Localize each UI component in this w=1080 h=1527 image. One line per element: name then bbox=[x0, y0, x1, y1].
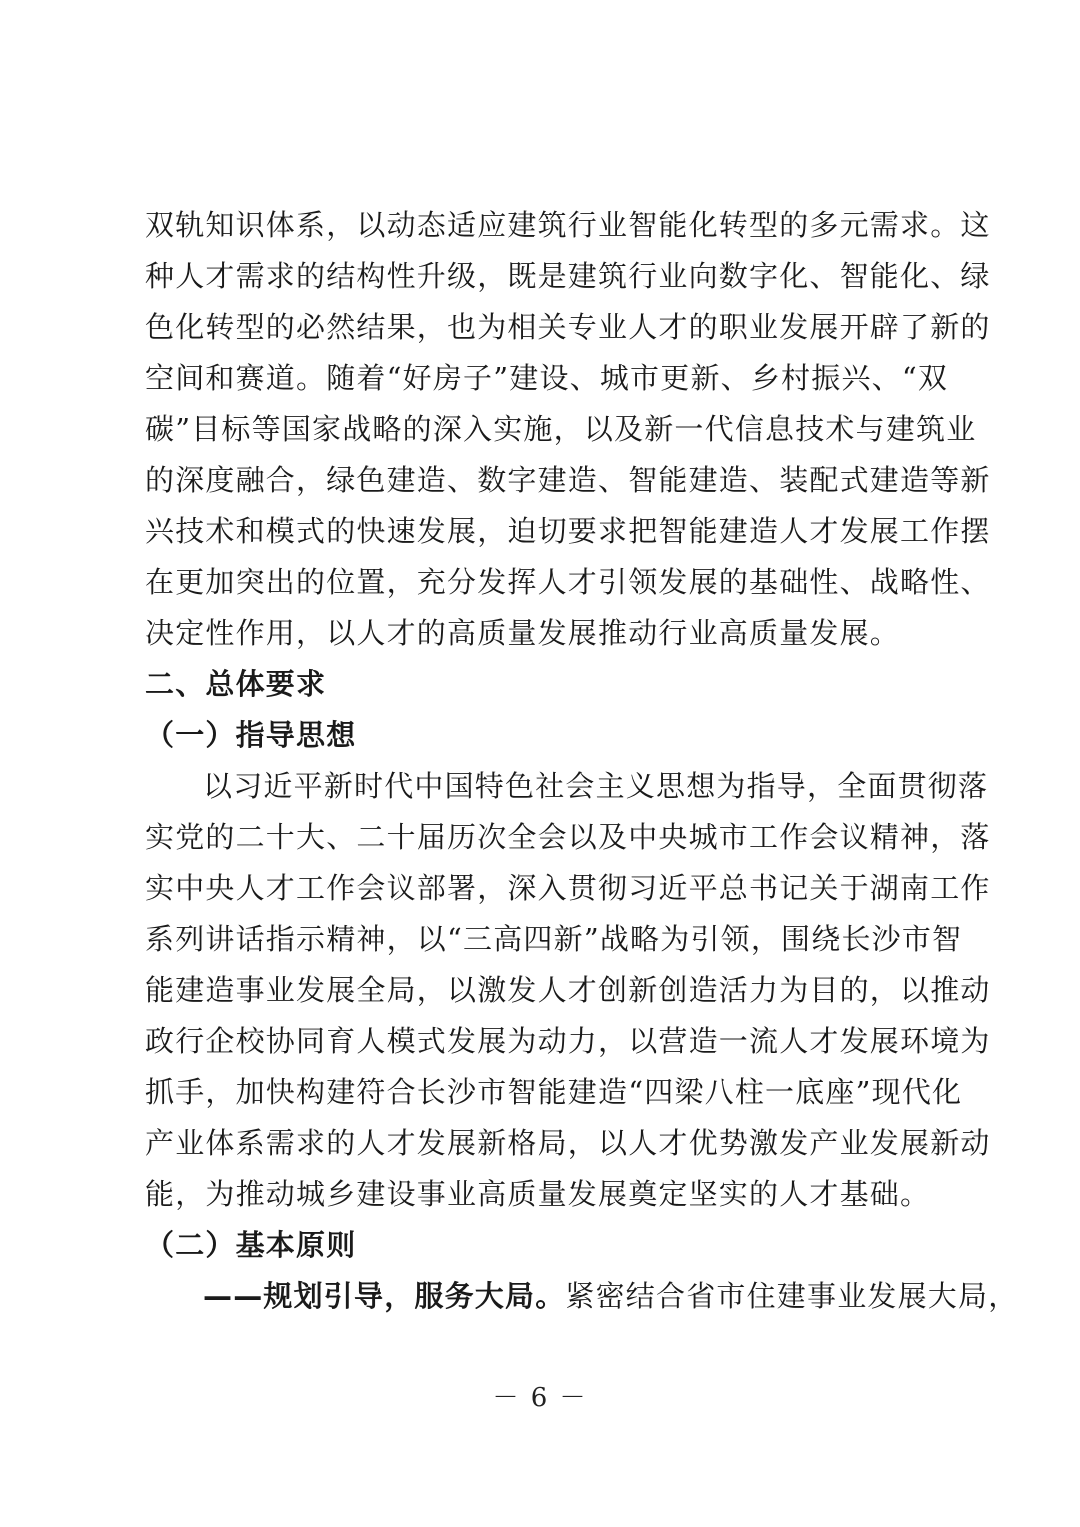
paragraph-line: 色化转型的必然结果，也为相关专业人才的职业发展开辟了新的 bbox=[145, 310, 991, 344]
paragraph-line: 在更加突出的位置，充分发挥人才引领发展的基础性、战略性、 bbox=[145, 565, 991, 599]
paragraph-talent-demand bbox=[145, 200, 991, 659]
paragraph-line: 以习近平新时代中国特色社会主义思想为指导，全面贯彻落 bbox=[203, 769, 989, 803]
paragraph-guiding-ideology bbox=[145, 761, 991, 1220]
paragraph-line: 决定性作用，以人才的高质量发展推动行业高质量发展。 bbox=[145, 616, 901, 650]
paragraph-line: 的深度融合，绿色建造、数字建造、智能建造、装配式建造等新 bbox=[145, 463, 991, 497]
principle-lead: ——规划引导，服务大局。 bbox=[203, 1279, 566, 1313]
paragraph-line: 空间和赛道。随着“好房子”建设、城市更新、乡村振兴、“双 bbox=[145, 361, 949, 395]
paragraph-line: 兴技术和模式的快速发展，迫切要求把智能建造人才发展工作摆 bbox=[145, 514, 991, 548]
paragraph-line: 能建造事业发展全局，以激发人才创新创造活力为目的，以推动 bbox=[145, 973, 991, 1007]
principle-line bbox=[145, 1271, 1019, 1322]
principle-text: 紧密结合省市住建事业发展大局， bbox=[565, 1279, 1019, 1313]
paragraph-line: 种人才需求的结构性升级，既是建筑行业向数字化、智能化、绿 bbox=[145, 259, 991, 293]
paragraph-line: 产业体系需求的人才发展新格局，以人才优势激发产业发展新动 bbox=[145, 1126, 991, 1160]
document-body bbox=[145, 200, 1019, 1322]
paragraph-line: 碳”目标等国家战略的深入实施，以及新一代信息技术与建筑业 bbox=[145, 412, 977, 446]
paragraph-line: 政行企校协同育人模式发展为动力，以营造一流人才发展环境为 bbox=[145, 1024, 991, 1058]
paragraph-line: 能，为推动城乡建设事业高质量发展奠定坚实的人才基础。 bbox=[145, 1177, 931, 1211]
section-heading-overall-requirements: 二、总体要求 bbox=[145, 667, 327, 701]
subsection-heading-basic-principles: （二）基本原则 bbox=[145, 1228, 357, 1262]
paragraph-line: 双轨知识体系，以动态适应建筑行业智能化转型的多元需求。这 bbox=[145, 208, 991, 242]
paragraph-line: 实中央人才工作会议部署，深入贯彻习近平总书记关于湖南工作 bbox=[145, 871, 991, 905]
paragraph-line: 抓手，加快构建符合长沙市智能建造“四梁八柱一底座”现代化 bbox=[145, 1075, 963, 1109]
paragraph-line: 系列讲话指示精神，以“三高四新”战略为引领，围绕长沙市智 bbox=[145, 922, 963, 956]
page-number: － 6 － bbox=[492, 1383, 588, 1413]
subsection-heading-guiding-ideology: （一）指导思想 bbox=[145, 718, 357, 752]
paragraph-line: 实党的二十大、二十届历次全会以及中央城市工作会议精神，落 bbox=[145, 820, 991, 854]
